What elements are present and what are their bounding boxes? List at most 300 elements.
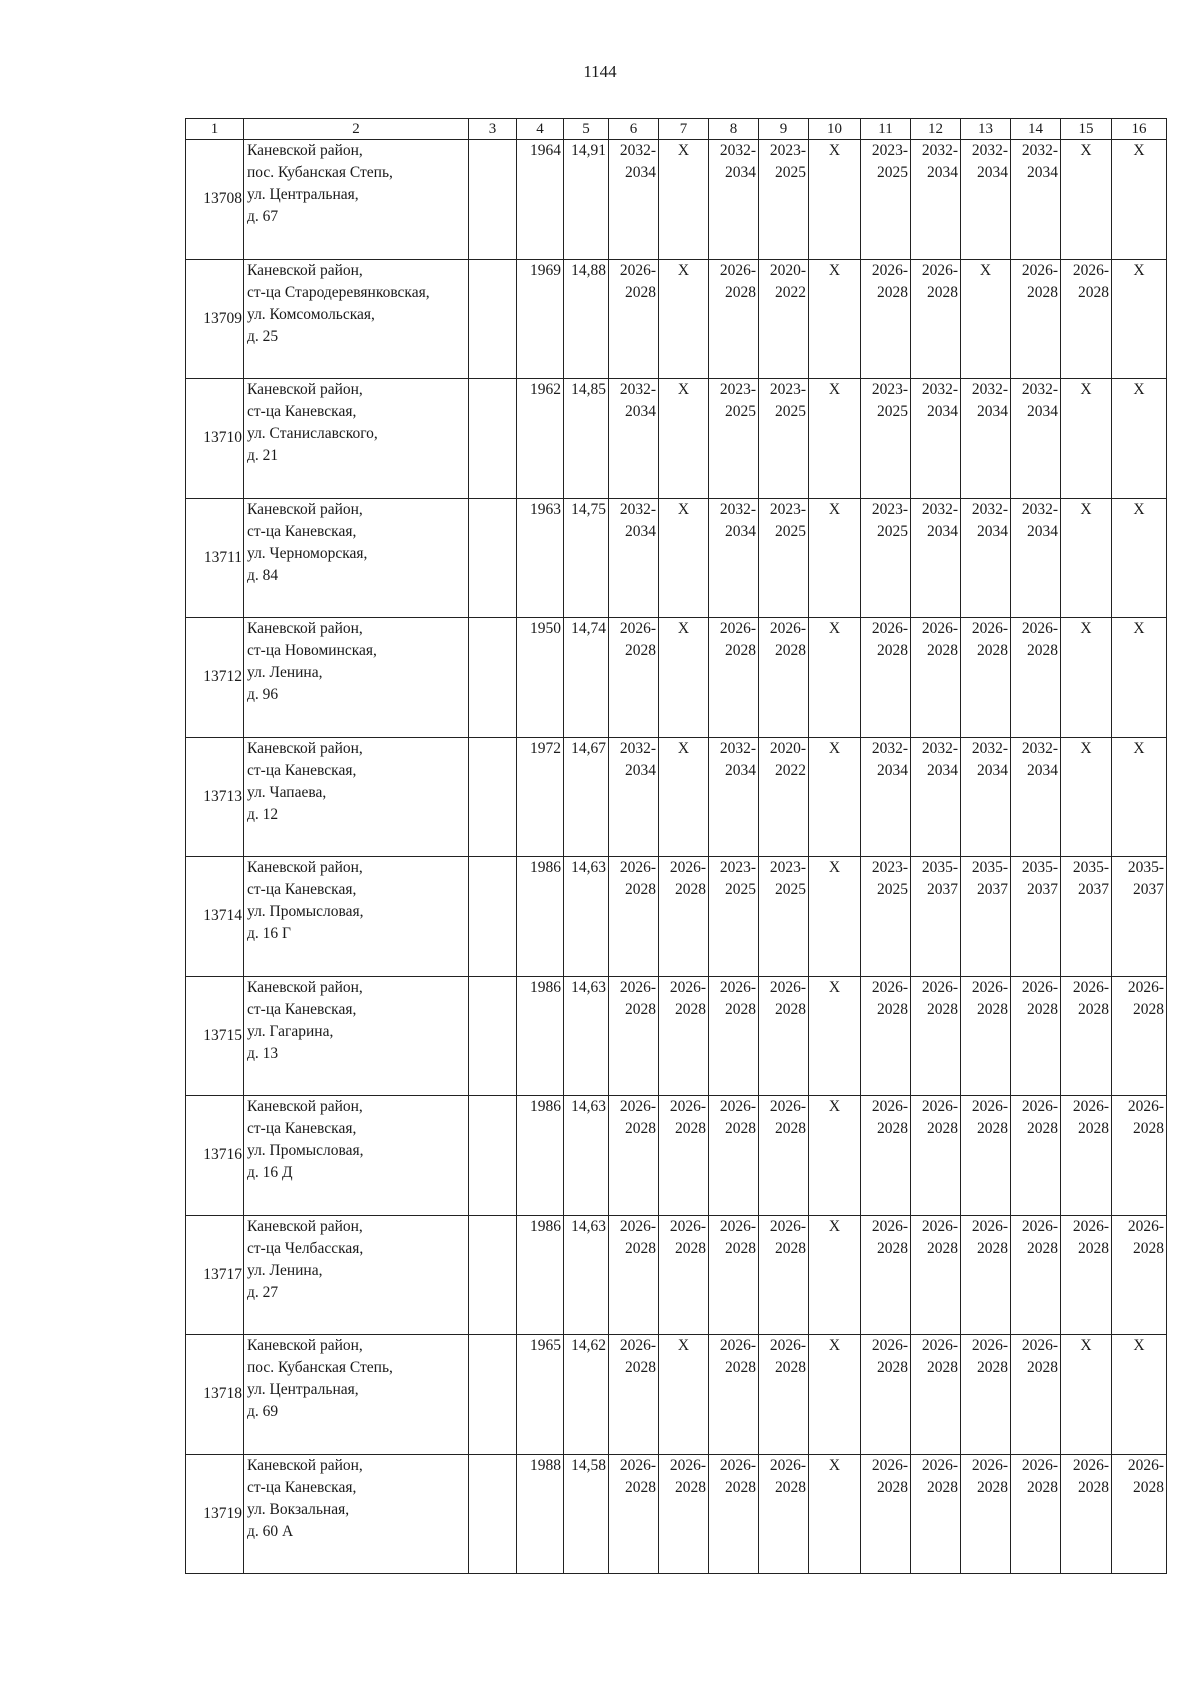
period-start: 2032-: [971, 381, 1008, 398]
row-number-cell: 13712: [186, 618, 244, 738]
address-line: ст-ца Каневская,: [247, 881, 357, 898]
address-line: ул. Промысловая,: [247, 903, 364, 920]
period-start: 2026-: [669, 1098, 706, 1115]
address-line: ст-ца Каневская,: [247, 1478, 357, 1496]
table-row: [186, 976, 1167, 1096]
row-number-cell: 13716: [186, 1096, 244, 1216]
period-cell: [709, 498, 759, 618]
period-end: 2028: [1027, 1359, 1058, 1376]
period-cell: [709, 1335, 759, 1455]
address-line: Каневской район,: [247, 381, 363, 398]
value-cell: 14,91: [564, 140, 609, 260]
mark-cell: X: [809, 140, 861, 260]
period-start: 2026-: [871, 1337, 908, 1354]
address-cell: [244, 1454, 469, 1574]
period-start: 2023-: [719, 859, 756, 876]
period-cell: [911, 259, 961, 379]
mark-cell: X: [809, 1096, 861, 1216]
mark-cell: X: [809, 1335, 861, 1455]
period-cell: [911, 1096, 961, 1216]
period-start: 2032-: [719, 739, 756, 757]
address-line: ст-ца Каневская,: [247, 761, 357, 779]
period-start: 2032-: [719, 500, 756, 518]
period-start: 2023-: [769, 381, 806, 398]
address-line: Каневской район,: [247, 261, 363, 279]
period-end: 2025: [877, 403, 908, 420]
value-cell: 14,74: [564, 618, 609, 738]
address-line: д. 16 Г: [247, 925, 291, 942]
period-end: 2025: [775, 522, 806, 540]
mark-cell: X: [659, 737, 709, 857]
period-cell: [911, 498, 961, 618]
address-line: Каневской район,: [247, 500, 363, 518]
period-cell: [759, 618, 809, 738]
address-line: ул. Промысловая,: [247, 1142, 364, 1159]
row-number-cell: 13711: [186, 498, 244, 618]
period-cell: [759, 1096, 809, 1216]
table-row: [186, 618, 1167, 738]
period-start: 2026-: [871, 261, 908, 279]
period-end: 2028: [877, 1000, 908, 1018]
mark-cell: X: [809, 1454, 861, 1574]
period-start: 2026-: [921, 620, 958, 637]
period-end: 2028: [1027, 283, 1058, 301]
mark-cell: X: [1112, 140, 1167, 260]
address-line: д. 12: [247, 805, 279, 823]
address-line: Каневской район,: [247, 1337, 363, 1354]
period-start: 2026-: [719, 1098, 756, 1115]
address-line: Каневской район,: [247, 1098, 363, 1115]
period-cell: [709, 976, 759, 1096]
period-cell: [759, 857, 809, 977]
period-end: 2028: [1027, 1478, 1058, 1496]
period-cell: [609, 259, 659, 379]
period-end: 2028: [725, 283, 756, 301]
mark-cell: X: [1112, 1335, 1167, 1455]
address-line: пос. Кубанская Степь,: [247, 1359, 393, 1376]
period-start: 2023-: [769, 142, 806, 159]
period-cell: [609, 1454, 659, 1574]
period-start: 2032-: [619, 500, 656, 518]
period-cell: [1061, 1454, 1112, 1574]
period-end: 2028: [675, 1478, 706, 1496]
mark-cell: X: [1112, 498, 1167, 618]
period-end: 2037: [977, 881, 1008, 898]
period-cell: [1011, 1215, 1061, 1335]
year-cell: 1986: [517, 1096, 564, 1216]
period-start: 2026-: [619, 620, 656, 637]
period-end: 2028: [625, 1120, 656, 1137]
address-cell: [244, 1335, 469, 1455]
period-cell: [1011, 259, 1061, 379]
period-cell: [911, 140, 961, 260]
period-start: 2026-: [619, 261, 656, 279]
period-start: 2026-: [921, 1217, 958, 1235]
empty-cell: [469, 857, 517, 977]
period-end: 2025: [775, 403, 806, 420]
period-end: 2028: [1078, 1000, 1109, 1018]
period-end: 2028: [725, 642, 756, 659]
period-start: 2026-: [1127, 1456, 1164, 1474]
column-header: 12: [911, 119, 961, 140]
period-end: 2028: [877, 1239, 908, 1257]
period-cell: [961, 140, 1011, 260]
period-end: 2034: [725, 522, 756, 540]
address-cell: [244, 140, 469, 260]
mark-cell: X: [659, 1335, 709, 1455]
period-start: 2026-: [971, 1098, 1008, 1115]
period-end: 2028: [675, 1120, 706, 1137]
period-end: 2028: [1027, 1239, 1058, 1257]
mark-cell: X: [1061, 618, 1112, 738]
address-cell: [244, 976, 469, 1096]
table-row: [186, 498, 1167, 618]
address-line: пос. Кубанская Степь,: [247, 164, 393, 181]
mark-cell: X: [809, 1215, 861, 1335]
period-end: 2028: [977, 1478, 1008, 1496]
period-cell: [709, 1215, 759, 1335]
period-start: 2026-: [921, 1337, 958, 1354]
period-start: 2032-: [921, 739, 958, 757]
period-cell: [709, 259, 759, 379]
address-line: ул. Чапаева,: [247, 783, 327, 801]
year-cell: 1950: [517, 618, 564, 738]
period-start: 2026-: [1072, 1098, 1109, 1115]
period-start: 2026-: [719, 1217, 756, 1235]
period-cell: [609, 1096, 659, 1216]
period-cell: [961, 737, 1011, 857]
period-cell: [709, 618, 759, 738]
period-start: 2032-: [719, 142, 756, 159]
period-cell: [861, 618, 911, 738]
value-cell: 14,67: [564, 737, 609, 857]
address-line: д. 67: [247, 208, 279, 225]
period-cell: [961, 1335, 1011, 1455]
period-end: 2028: [625, 1478, 656, 1496]
housing-register-table: [185, 118, 1167, 1574]
period-cell: [609, 1335, 659, 1455]
column-header: 14: [1011, 119, 1061, 140]
period-start: 2026-: [871, 978, 908, 996]
period-end: 2028: [1027, 642, 1058, 659]
period-end: 2028: [625, 1239, 656, 1257]
period-end: 2028: [675, 1239, 706, 1257]
period-end: 2034: [977, 522, 1008, 540]
period-cell: [609, 976, 659, 1096]
period-start: 2023-: [719, 381, 756, 398]
address-line: ст-ца Челбасская,: [247, 1239, 364, 1257]
period-cell: [759, 1215, 809, 1335]
period-end: 2034: [1027, 761, 1058, 779]
period-end: 2025: [725, 403, 756, 420]
empty-cell: [469, 1454, 517, 1574]
period-cell: [759, 140, 809, 260]
column-header: 15: [1061, 119, 1112, 140]
period-end: 2028: [977, 1239, 1008, 1257]
period-cell: [911, 1215, 961, 1335]
period-cell: [911, 618, 961, 738]
period-start: 2032-: [619, 381, 656, 398]
table-row: [186, 1215, 1167, 1335]
period-start: 2026-: [871, 1456, 908, 1474]
period-start: 2026-: [769, 620, 806, 637]
empty-cell: [469, 1215, 517, 1335]
period-start: 2032-: [1021, 739, 1058, 757]
value-cell: 14,85: [564, 379, 609, 499]
period-end: 2028: [977, 1359, 1008, 1376]
period-end: 2028: [625, 1359, 656, 1376]
period-start: 2026-: [769, 1217, 806, 1235]
period-end: 2028: [927, 283, 958, 301]
period-start: 2026-: [1072, 261, 1109, 279]
address-line: ул. Станиславского,: [247, 425, 378, 442]
value-cell: 14,62: [564, 1335, 609, 1455]
period-end: 2025: [877, 522, 908, 540]
year-cell: 1972: [517, 737, 564, 857]
period-cell: [1112, 1215, 1167, 1335]
address-cell: [244, 498, 469, 618]
address-line: д. 27: [247, 1283, 279, 1301]
period-start: 2026-: [769, 978, 806, 996]
period-cell: [1011, 976, 1061, 1096]
period-cell: [961, 498, 1011, 618]
period-end: 2034: [977, 761, 1008, 779]
mark-cell: X: [659, 259, 709, 379]
period-cell: [911, 379, 961, 499]
period-start: 2026-: [1127, 978, 1164, 996]
value-cell: 14,63: [564, 857, 609, 977]
period-cell: [659, 976, 709, 1096]
period-cell: [911, 1454, 961, 1574]
period-start: 2026-: [1127, 1217, 1164, 1235]
period-cell: [961, 1096, 1011, 1216]
period-end: 2034: [1027, 403, 1058, 420]
period-start: 2026-: [971, 1217, 1008, 1235]
address-line: д. 84: [247, 566, 279, 584]
period-end: 2028: [977, 1000, 1008, 1018]
year-cell: 1963: [517, 498, 564, 618]
period-start: 2026-: [1021, 978, 1058, 996]
period-end: 2028: [775, 1239, 806, 1257]
period-end: 2028: [675, 881, 706, 898]
period-end: 2028: [775, 1000, 806, 1018]
year-cell: 1986: [517, 976, 564, 1096]
row-number-cell: 13709: [186, 259, 244, 379]
period-start: 2032-: [971, 142, 1008, 159]
mark-cell: X: [1112, 259, 1167, 379]
period-cell: [609, 857, 659, 977]
period-start: 2026-: [971, 978, 1008, 996]
value-cell: 14,63: [564, 1215, 609, 1335]
period-end: 2022: [775, 761, 806, 779]
period-cell: [1061, 857, 1112, 977]
period-cell: [609, 498, 659, 618]
address-line: ст-ца Каневская,: [247, 1120, 357, 1137]
period-cell: [911, 976, 961, 1096]
address-line: ст-ца Каневская,: [247, 522, 357, 540]
empty-cell: [469, 140, 517, 260]
period-end: 2028: [877, 283, 908, 301]
period-cell: [961, 618, 1011, 738]
period-end: 2028: [1133, 1239, 1164, 1257]
period-start: 2026-: [1021, 1337, 1058, 1354]
address-line: д. 60 А: [247, 1522, 294, 1540]
row-number-cell: 13715: [186, 976, 244, 1096]
period-cell: [861, 1215, 911, 1335]
address-line: ст-ца Каневская,: [247, 403, 357, 420]
period-cell: [1112, 857, 1167, 977]
address-line: ст-ца Стародеревянковская,: [247, 283, 430, 301]
period-start: 2026-: [971, 620, 1008, 637]
period-start: 2026-: [769, 1098, 806, 1115]
mark-cell: X: [1112, 737, 1167, 857]
period-end: 2025: [877, 164, 908, 181]
empty-cell: [469, 737, 517, 857]
period-cell: [709, 379, 759, 499]
table-row: [186, 1335, 1167, 1455]
period-end: 2028: [625, 642, 656, 659]
address-cell: [244, 1096, 469, 1216]
period-start: 2026-: [921, 1456, 958, 1474]
period-start: 2026-: [871, 1098, 908, 1115]
period-cell: [1112, 976, 1167, 1096]
mark-cell: X: [1061, 737, 1112, 857]
period-cell: [759, 1454, 809, 1574]
period-end: 2028: [1027, 1000, 1058, 1018]
address-line: д. 25: [247, 327, 279, 345]
mark-cell: X: [961, 259, 1011, 379]
period-start: 2032-: [921, 500, 958, 518]
period-end: 2028: [775, 1359, 806, 1376]
period-cell: [1011, 737, 1061, 857]
period-cell: [961, 1215, 1011, 1335]
column-header: 3: [469, 119, 517, 140]
period-end: 2037: [1027, 881, 1058, 898]
address-line: д. 13: [247, 1044, 279, 1062]
period-end: 2028: [625, 881, 656, 898]
period-start: 2026-: [669, 1217, 706, 1235]
column-header: 8: [709, 119, 759, 140]
period-end: 2034: [927, 522, 958, 540]
column-number-row: [186, 119, 1167, 140]
value-cell: 14,63: [564, 1096, 609, 1216]
period-end: 2034: [725, 761, 756, 779]
address-line: д. 96: [247, 686, 279, 703]
period-end: 2028: [877, 1120, 908, 1137]
address-line: ст-ца Каневская,: [247, 1000, 357, 1018]
period-start: 2026-: [921, 261, 958, 279]
row-number-cell: 13708: [186, 140, 244, 260]
period-end: 2022: [775, 283, 806, 301]
period-cell: [861, 379, 911, 499]
address-line: ул. Комсомольская,: [247, 305, 375, 323]
period-cell: [709, 140, 759, 260]
column-header: 9: [759, 119, 809, 140]
period-start: 2023-: [871, 142, 908, 159]
period-cell: [709, 737, 759, 857]
period-start: 2026-: [619, 1456, 656, 1474]
period-cell: [1011, 1335, 1061, 1455]
period-cell: [759, 379, 809, 499]
address-cell: [244, 259, 469, 379]
period-start: 2026-: [719, 1337, 756, 1354]
empty-cell: [469, 498, 517, 618]
mark-cell: X: [1061, 379, 1112, 499]
period-start: 2032-: [971, 739, 1008, 757]
value-cell: 14,75: [564, 498, 609, 618]
period-start: 2026-: [619, 859, 656, 876]
address-cell: [244, 618, 469, 738]
address-line: Каневской район,: [247, 739, 363, 757]
address-cell: [244, 1215, 469, 1335]
column-header: 4: [517, 119, 564, 140]
period-end: 2028: [877, 1478, 908, 1496]
year-cell: 1964: [517, 140, 564, 260]
table-row: [186, 140, 1167, 260]
period-cell: [709, 1454, 759, 1574]
period-start: 2032-: [1021, 381, 1058, 398]
period-start: 2026-: [719, 1456, 756, 1474]
address-line: Каневской район,: [247, 620, 363, 637]
period-cell: [961, 379, 1011, 499]
period-cell: [861, 498, 911, 618]
address-line: ул. Ленина,: [247, 1261, 323, 1279]
period-end: 2034: [927, 761, 958, 779]
period-start: 2023-: [769, 500, 806, 518]
period-cell: [861, 140, 911, 260]
row-number-cell: 13717: [186, 1215, 244, 1335]
period-start: 2032-: [619, 142, 656, 159]
mark-cell: X: [1061, 140, 1112, 260]
period-end: 2025: [877, 881, 908, 898]
period-cell: [759, 259, 809, 379]
period-start: 2032-: [921, 381, 958, 398]
period-start: 2026-: [1021, 1098, 1058, 1115]
period-start: 2026-: [619, 978, 656, 996]
period-start: 2026-: [921, 1098, 958, 1115]
period-cell: [911, 1335, 961, 1455]
period-end: 2028: [725, 1000, 756, 1018]
period-end: 2034: [927, 403, 958, 420]
period-end: 2028: [675, 1000, 706, 1018]
period-cell: [659, 1096, 709, 1216]
row-number-cell: 13714: [186, 857, 244, 977]
column-header: 11: [861, 119, 911, 140]
period-start: 2023-: [769, 859, 806, 876]
mark-cell: X: [1112, 379, 1167, 499]
period-cell: [1112, 1454, 1167, 1574]
period-end: 2028: [1078, 283, 1109, 301]
period-start: 2026-: [921, 978, 958, 996]
period-end: 2034: [625, 522, 656, 540]
mark-cell: X: [1061, 498, 1112, 618]
period-cell: [1061, 259, 1112, 379]
address-line: д. 16 Д: [247, 1164, 293, 1181]
period-cell: [1011, 140, 1061, 260]
period-end: 2034: [625, 403, 656, 420]
address-line: ул. Черноморская,: [247, 544, 368, 562]
period-cell: [609, 140, 659, 260]
mark-cell: X: [1112, 618, 1167, 738]
period-start: 2032-: [1021, 500, 1058, 518]
period-end: 2028: [927, 1239, 958, 1257]
address-line: Каневской район,: [247, 1217, 363, 1235]
period-end: 2028: [927, 1478, 958, 1496]
period-end: 2037: [927, 881, 958, 898]
period-cell: [911, 857, 961, 977]
period-start: 2026-: [1021, 261, 1058, 279]
period-cell: [861, 976, 911, 1096]
